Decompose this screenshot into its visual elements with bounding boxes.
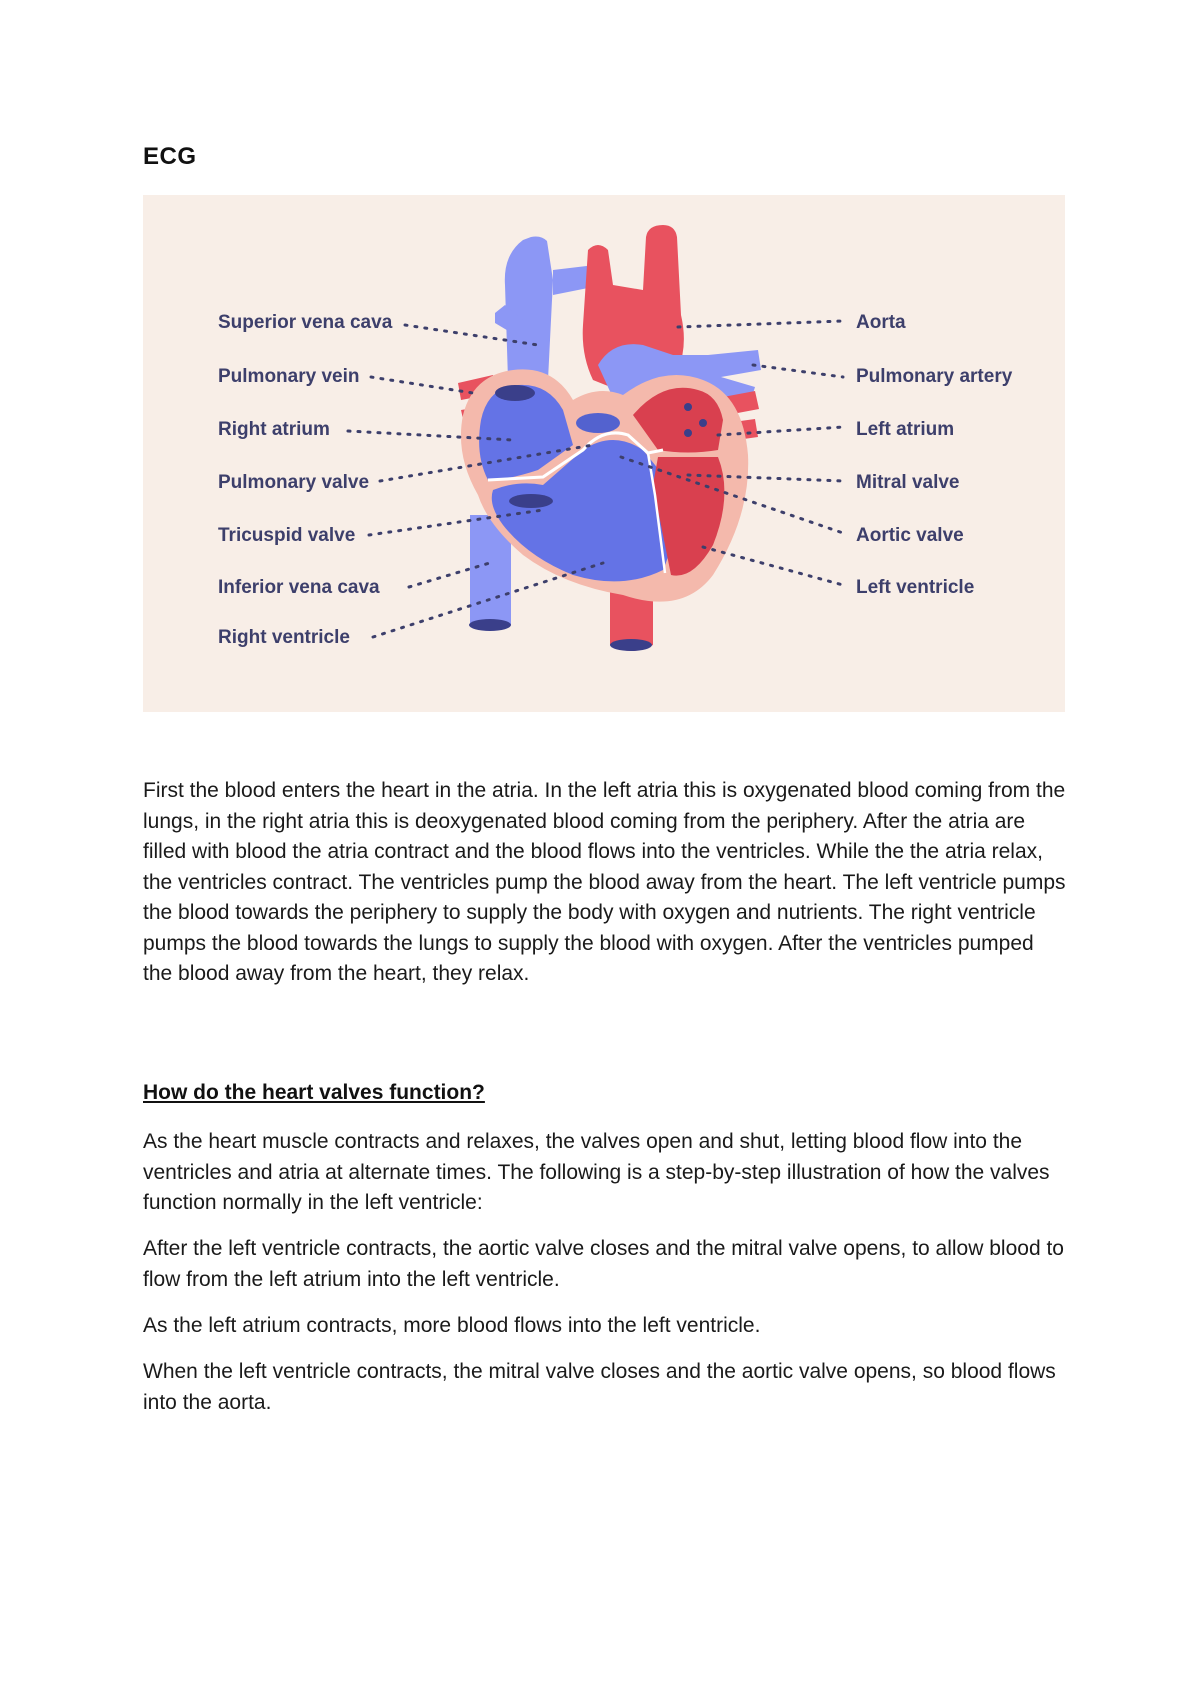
- label-pulmonary-artery: Pulmonary artery: [856, 366, 1013, 387]
- leader-pulmonary-artery: [753, 365, 843, 377]
- label-tricuspid-valve: Tricuspid valve: [218, 525, 356, 546]
- leader-left-ventricle: [703, 547, 843, 585]
- label-right-atrium: Right atrium: [218, 419, 330, 440]
- intro-paragraph: First the blood enters the heart in the atria. In the left atria this is oxygenated blood coming from the lungs, in the right atria this is deoxygenated blood coming from the periphery. After the atria are filled with blood the atria contract and the blood flows into the ventricles. While the the atria relax, the ventricles contract. The ventricles pump the blood away from the heart. The left ventricle pumps the blood towards the periphery to supply the body with oxygen and nutrients. The right ventricle pumps the blood towards the lungs to supply the blood with oxygen. After the ventricles pumped the blood away from the heart, they relax.: [143, 779, 1066, 985]
- pulmonary-vein-dot-2: [699, 419, 707, 427]
- section-paragraph-1: As the heart muscle contracts and relaxes, the valves open and shut, letting blood flow into the ventricles and atria at alternate times. The following is a step-by-step illustration of how the valves function normally in the left ventricle:: [143, 1130, 1050, 1214]
- section-paragraph-2: After the left ventricle contracts, the aortic valve closes and the mitral valve opens, to allow blood to flow from the left atrium into the left ventricle.: [143, 1237, 1064, 1291]
- superior-vena-cava-shape: [505, 237, 553, 381]
- pulmonary-vein-dot-1: [684, 403, 692, 411]
- aorta-opening: [610, 639, 652, 651]
- ivc-opening: [469, 619, 511, 631]
- pulmonary-valve-shape: [576, 413, 620, 433]
- label-aortic-valve: Aortic valve: [856, 525, 964, 546]
- section-paragraph-4: When the left ventricle contracts, the mitral valve closes and the aortic valve opens, so blood flows into the aorta.: [143, 1360, 1056, 1414]
- heart-diagram: [143, 195, 1065, 712]
- leader-aorta: [678, 321, 843, 327]
- section-paragraph-3: As the left atrium contracts, more blood flows into the left ventricle.: [143, 1314, 761, 1337]
- label-pulmonary-valve: Pulmonary valve: [218, 472, 370, 493]
- label-right-ventricle: Right ventricle: [218, 627, 350, 648]
- right-atrium-opening: [495, 385, 535, 401]
- label-inferior-vena-cava: Inferior vena cava: [218, 577, 380, 598]
- label-mitral-valve: Mitral valve: [856, 472, 960, 493]
- section-heading: How do the heart valves function?: [143, 1081, 485, 1104]
- heart-illustration: [143, 195, 1065, 712]
- label-left-ventricle: Left ventricle: [856, 577, 975, 598]
- label-superior-vena-cava: Superior vena cava: [218, 312, 393, 333]
- pulmonary-vein-dot-3: [684, 429, 692, 437]
- label-pulmonary-vein: Pulmonary vein: [218, 366, 360, 387]
- label-aorta: Aorta: [856, 312, 906, 333]
- leader-pulmonary-vein: [371, 377, 473, 393]
- tricuspid-opening: [509, 494, 553, 508]
- label-left-atrium: Left atrium: [856, 419, 955, 440]
- page-title: ECG: [143, 143, 197, 170]
